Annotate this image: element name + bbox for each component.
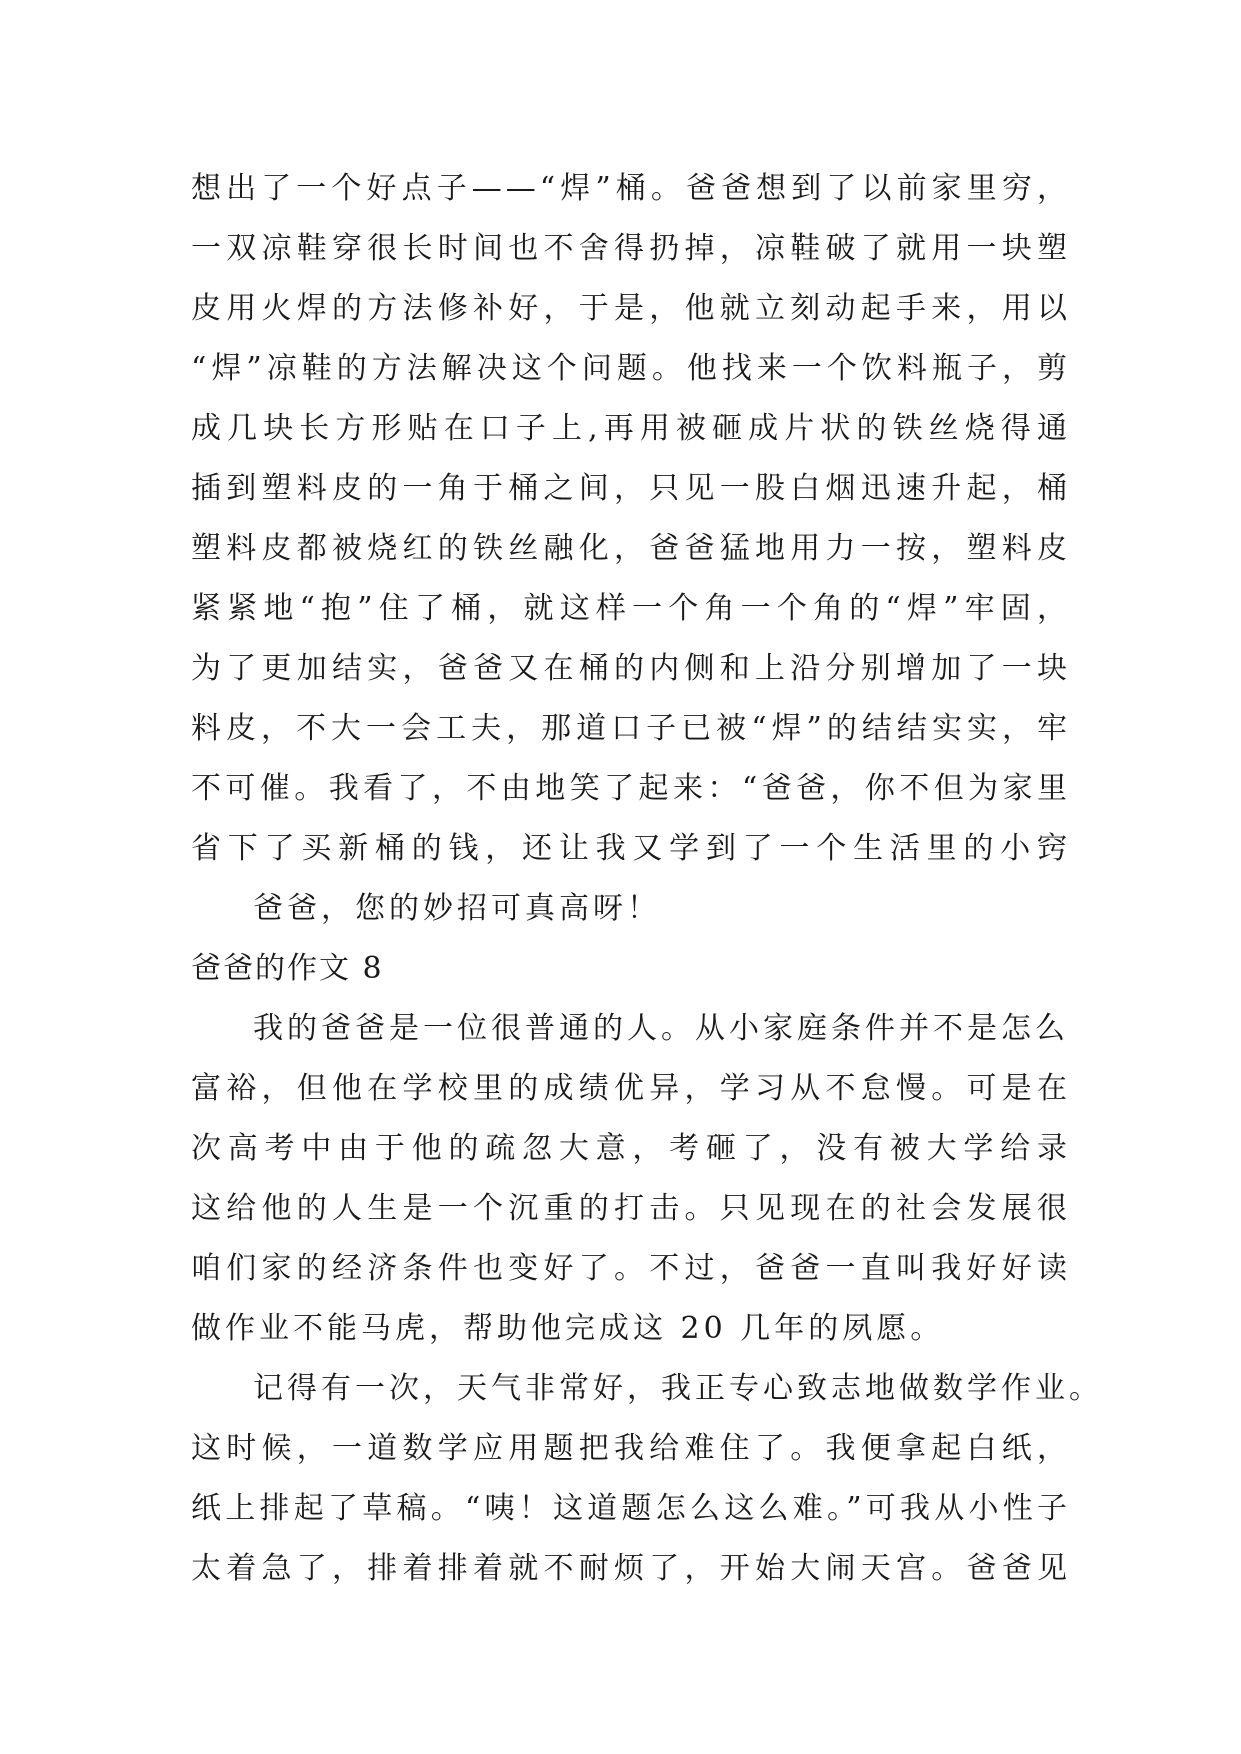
paragraph-line: 这给他的人生是一个沉重的打击。只见现在的社会发展很 xyxy=(191,1191,1071,1226)
document-body xyxy=(191,159,1103,1599)
paragraph-line: 富裕，但他在学校里的成绩优异，学习从不怠慢。可是在 xyxy=(191,1071,1071,1106)
paragraph-line: 纸上排起了草稿。“咦！这道题怎么这么难。”可我从小性子 xyxy=(191,1491,1071,1526)
paragraph-line: 太着急了，排着排着就不耐烦了，开始大闹天宫。爸爸见 xyxy=(191,1551,1071,1586)
paragraph-line: 皮用火焊的方法修补好，于是，他就立刻动起手来，用以 xyxy=(191,291,1071,326)
paragraph-line: 爸爸，您的妙招可真高呀！ xyxy=(253,891,661,926)
paragraph-line: “焊”凉鞋的方法解决这个问题。他找来一个饮料瓶子，剪 xyxy=(191,351,1071,386)
paragraph-line: 省下了买新桶的钱，还让我又学到了一个生活里的小窍 xyxy=(191,831,1071,866)
paragraph-line: 记得有一次，天气非常好，我正专心致志地做数学作业。 xyxy=(253,1371,1103,1406)
paragraph-line: 我的爸爸是一位很普通的人。从小家庭条件并不是怎么 xyxy=(253,1011,1069,1046)
paragraph-line: 想出了一个好点子——“焊”桶。爸爸想到了以前家里穷， xyxy=(191,171,1071,206)
paragraph-line: 次高考中由于他的疏忽大意，考砸了，没有被大学给录 xyxy=(191,1131,1071,1166)
paragraph-line: 插到塑料皮的一角于桶之间，只见一股白烟迅速升起，桶 xyxy=(191,471,1071,506)
paragraph-line: 这时候，一道数学应用题把我给难住了。我便拿起白纸， xyxy=(191,1431,1071,1466)
paragraph-line: 做作业不能马虎，帮助他完成这 20 几年的夙愿。 xyxy=(191,1311,945,1346)
paragraph-line: 塑料皮都被烧红的铁丝融化，爸爸猛地用力一按，塑料皮 xyxy=(191,531,1071,566)
paragraph-line: 成几块长方形贴在口子上,再用被砸成片状的铁丝烧得通 xyxy=(191,411,1071,446)
section-heading: 爸爸的作文 8 xyxy=(191,951,384,986)
paragraph-line: 咱们家的经济条件也变好了。不过，爸爸一直叫我好好读 xyxy=(191,1251,1071,1286)
paragraph-line: 不可催。我看了，不由地笑了起来：“爸爸，你不但为家里 xyxy=(191,771,1071,806)
paragraph-line: 一双凉鞋穿很长时间也不舍得扔掉，凉鞋破了就用一块塑 xyxy=(191,231,1071,266)
paragraph-line: 紧紧地“抱”住了桶，就这样一个角一个角的“焊”牢固， xyxy=(191,591,1071,626)
paragraph-line: 料皮，不大一会工夫，那道口子已被“焊”的结结实实，牢 xyxy=(191,711,1071,746)
paragraph-line: 为了更加结实，爸爸又在桶的内侧和上沿分别增加了一块 xyxy=(191,651,1071,686)
